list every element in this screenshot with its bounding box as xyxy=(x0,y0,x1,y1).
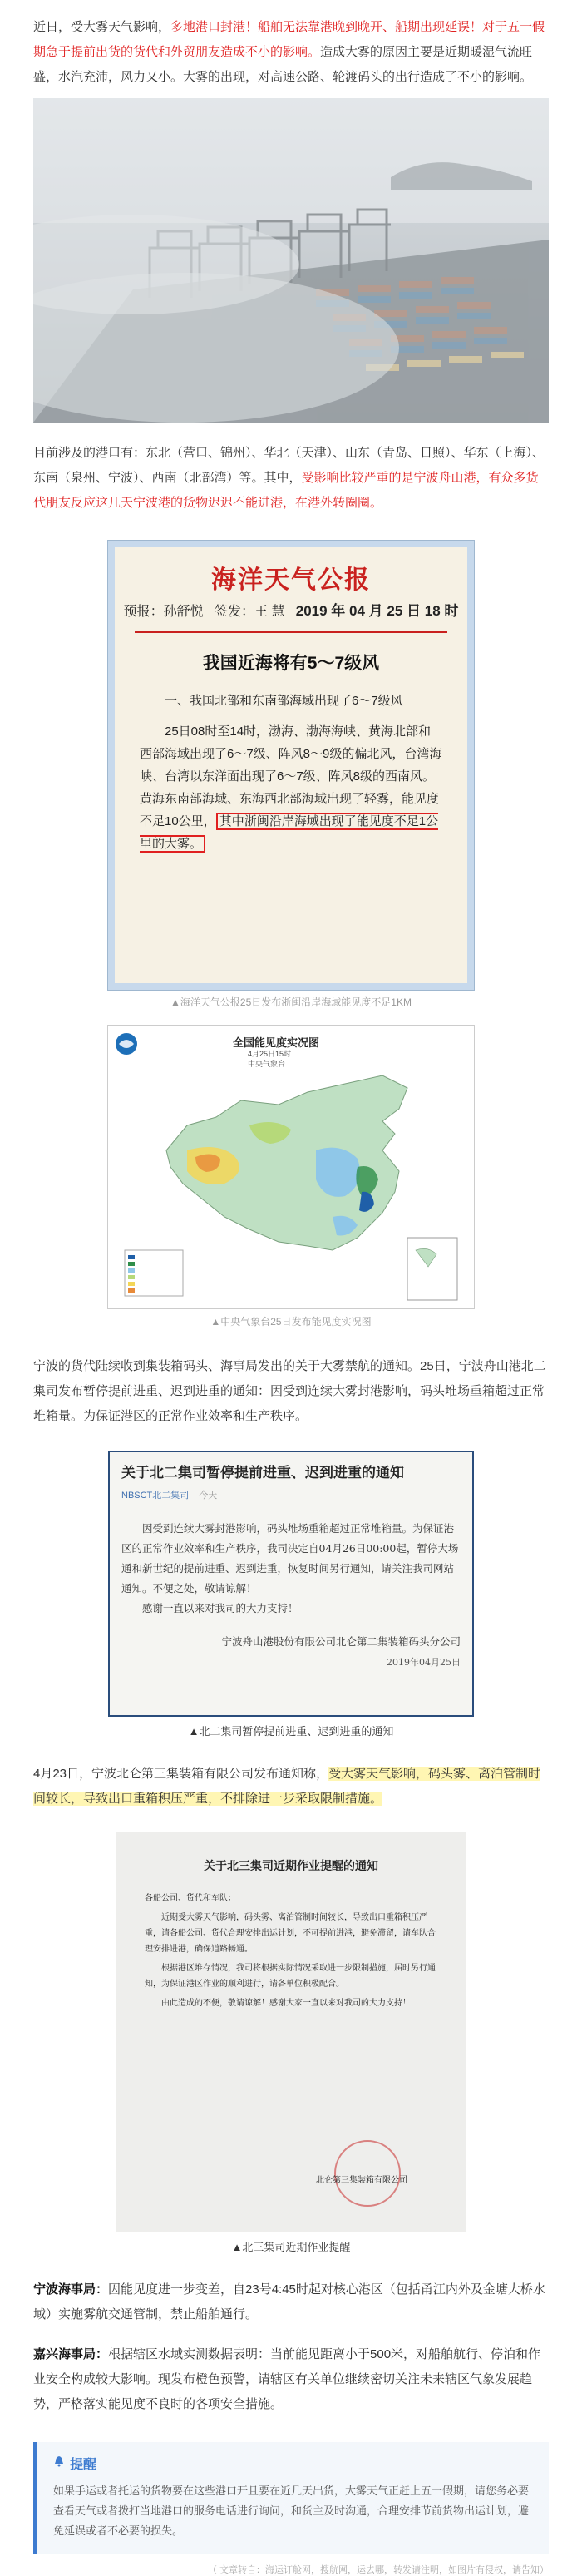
bell-icon xyxy=(53,2455,65,2471)
visibility-map xyxy=(107,1025,475,1309)
scan-body xyxy=(116,1874,466,2011)
caption-notice: ▲北二集司暂停提前进重、迟到进重的通知 xyxy=(188,1725,394,1738)
marine-weather-bulletin xyxy=(108,541,474,990)
scanned-notice xyxy=(116,1832,466,2232)
msa-jiaxing-paragraph xyxy=(0,2327,582,2417)
caption-bulletin: ▲海洋天气公报25日发布浙闽沿岸海域能见度不足1KM xyxy=(170,996,412,1008)
april23-text: 4月23日，宁波北仑第三集装箱有限公司发布通知称， xyxy=(33,1767,329,1781)
msa-jiaxing-text: 根据辖区水域实测数据表明：当前能见距离小于500米，对船舶航行、停泊和作业安全构成较大影响。现发布橙色预警，请辖区有关单位继续密切关注未来辖区气象发展趋势，严格落实能见度不良时的各项安全措施。 xyxy=(33,2347,541,2411)
tip-header xyxy=(53,2454,532,2473)
scan-signature: 北仑第三集装箱有限公司 xyxy=(316,2176,407,2185)
notice-title: 关于北二集司暂停提前进重、迟到进重的通知 xyxy=(121,1465,404,1481)
caption-scan: ▲北三集司近期作业提醒 xyxy=(231,2241,351,2253)
caption-map: ▲中央气象台25日发布能见度实况图 xyxy=(210,1316,372,1328)
intro-text-1: 近日，受大雾天气影响， xyxy=(33,20,171,34)
intro-text-2: 造成大雾的原因主要是近期暖湿气流旺盛，水汽充沛，风力又小。大雾的出现，对高速公路、轮渡码头的出行造成了不小的影响。 xyxy=(33,45,533,84)
map-wrap xyxy=(0,1010,582,1309)
bulletin-body xyxy=(140,690,442,855)
bulletin-meta xyxy=(115,602,467,621)
scan-body-2: 根据港区堆存情况，我司将根据实际情况采取进一步限制措施，届时另行通知，为保证港区作业的顺利进行，请各单位积极配合。 xyxy=(145,1964,436,1989)
scan-body-1: 近期受大雾天气影响，码头雾、离泊管制时间较长，导致出口重箱积压严重，请各船公司、货代合理安排出运计划，不可提前进港，避免滞留，请车队合理安排进港，确保道路畅通。 xyxy=(145,1913,436,1954)
bulletin-para-1: 一、我国北部和东南部海域出现了6～7级风 xyxy=(165,694,403,708)
scan-title: 关于北三集司近期作业提醒的通知 xyxy=(204,1860,378,1873)
source-note: （ 文章转自：海运订舱网，搜航网，运去哪，转发请注明，如图片有侵权，请告知） xyxy=(207,2565,549,2575)
ports-paragraph xyxy=(0,423,582,516)
msa-ningbo-paragraph xyxy=(0,2256,582,2327)
bulletin-para-2-text: 25日08时至14时，渤海、渤海海峡、黄海北部和西部海域出现了6～7级、阵风8～9级的偏北风，台湾海峡、台湾以东洋面出现了6～7级、阵风8级的西南风。黄海东南部海域、东海西北部海域出现了轻雾，能见度不足10公里， xyxy=(140,724,442,828)
intro-highlight: 多地港口封港！船舶无法靠港晚到晚开、船期出现延误！对于五一假期急于提前出货的货代和外贸朋友造成不小的影响。 xyxy=(33,20,545,59)
map-subtitle xyxy=(248,1049,291,1069)
bulletin-para-2 xyxy=(140,720,442,855)
msa-jiaxing-label: 嘉兴海事局： xyxy=(33,2347,109,2361)
bulletin-subtitle: 我国近海将有5～7级风 xyxy=(202,654,380,673)
port-fog-photo xyxy=(33,98,549,423)
scan-body-3: 由此造成的不便，敬请谅解！感谢大家一直以来对我司的大力支持！ xyxy=(161,1999,411,2008)
tip-title: 提醒 xyxy=(70,2458,97,2472)
intro-paragraph xyxy=(0,0,582,90)
tip-body: 如果手运或者托运的货物要在这些港口开且要在近几天出货，大雾天气正赶上五一假期，请您务必要查看天气或者拨打当地港口的服务电话进行询问，和货主及时沟通，合理安排节前货物出运计划，避免延误或者不必要的损失。 xyxy=(53,2485,530,2537)
tip-box xyxy=(33,2442,549,2554)
bulletin-title: 海洋天气公报 xyxy=(211,566,371,594)
april23-paragraph xyxy=(0,1740,582,1812)
april23-highlight: 受大雾天气影响，码头雾、离泊管制时间较长，导致出口重箱积压严重，不排除进一步采取限制措施。 xyxy=(33,1767,541,1806)
notice-signature: 宁波舟山港股份有限公司北仑第二集装箱码头分公司 xyxy=(221,1635,461,1648)
map-title: 全国能见度实况图 xyxy=(233,1036,320,1049)
bulletin-wrap xyxy=(0,516,582,990)
ports-highlight: 受影响比较严重的是宁波舟山港，有众多货代朋友反应这几天宁波港的货物迟迟不能进港，在港外转圈圈。 xyxy=(33,471,539,510)
notice-date: 2019年04月25日 xyxy=(387,1657,461,1668)
notice-time: 今天 xyxy=(199,1491,218,1501)
bulletin-forecaster: 预报：孙舒悦 xyxy=(123,605,204,619)
notice-from: NBSCT北二集司 xyxy=(121,1491,190,1501)
notice-source xyxy=(121,1488,461,1501)
scan-greeting: 各船公司、货代和车队： xyxy=(145,1894,236,1903)
map-subtitle-time: 4月25日15时 xyxy=(248,1050,292,1058)
notice-wrap xyxy=(0,1429,582,1717)
notice-body: 因受到连续大雾封港影响，码头堆场重箱超过正常堆箱量。为保证港区的正常作业效率和生产秩序，我司决定自04月26日00:00起，暂停大场通和新世纪的提前进重、迟到进重，恢复时间另行通知，请关注我司网站通知。不便之处，敬请谅解！ xyxy=(121,1522,459,1595)
map-subtitle-source: 中央气象台 xyxy=(248,1060,286,1068)
bulletin-issuer: 签发：王 慧 xyxy=(214,605,285,619)
ningbo-paragraph: 宁波的货代陆续收到集装箱码头、海事局发出的关于大雾禁航的通知。25日，宁波舟山港北二集司发布暂停提前进重、迟到进重的通知：因受到连续大雾封港影响，码头堆场重箱超过正常堆箱量。为保证港区的正常作业效率和生产秩序。 xyxy=(33,1359,546,1423)
msa-ningbo-label: 宁波海事局： xyxy=(33,2282,109,2297)
bulletin-date: 2019 年 04 月 25 日 18 时 xyxy=(295,603,459,619)
nbsct-notice xyxy=(108,1451,474,1717)
fog-photo-wrap xyxy=(0,90,582,423)
scan-wrap xyxy=(0,1812,582,2232)
msa-ningbo-text: 因能见度进一步变差，自23号4:45时起对核心港区（包括甬江内外及金塘大桥水域）实施雾航交通管制，禁止船舶通行。 xyxy=(33,2282,545,2321)
bulletin-divider xyxy=(135,631,447,633)
notice-thanks: 感谢一直以来对我司的大力支持！ xyxy=(142,1602,298,1614)
bulletin-fog-highlight: 其中浙闽沿岸海域出现了能见度不足1公里的大雾。 xyxy=(140,814,439,851)
ports-text: 目前涉及的港口有：东北（营口、锦州）、华北（天津）、山东（青岛、日照）、华东（上海）、东南（泉州、宁波）、西南（北部湾）等。其中， xyxy=(33,446,545,485)
